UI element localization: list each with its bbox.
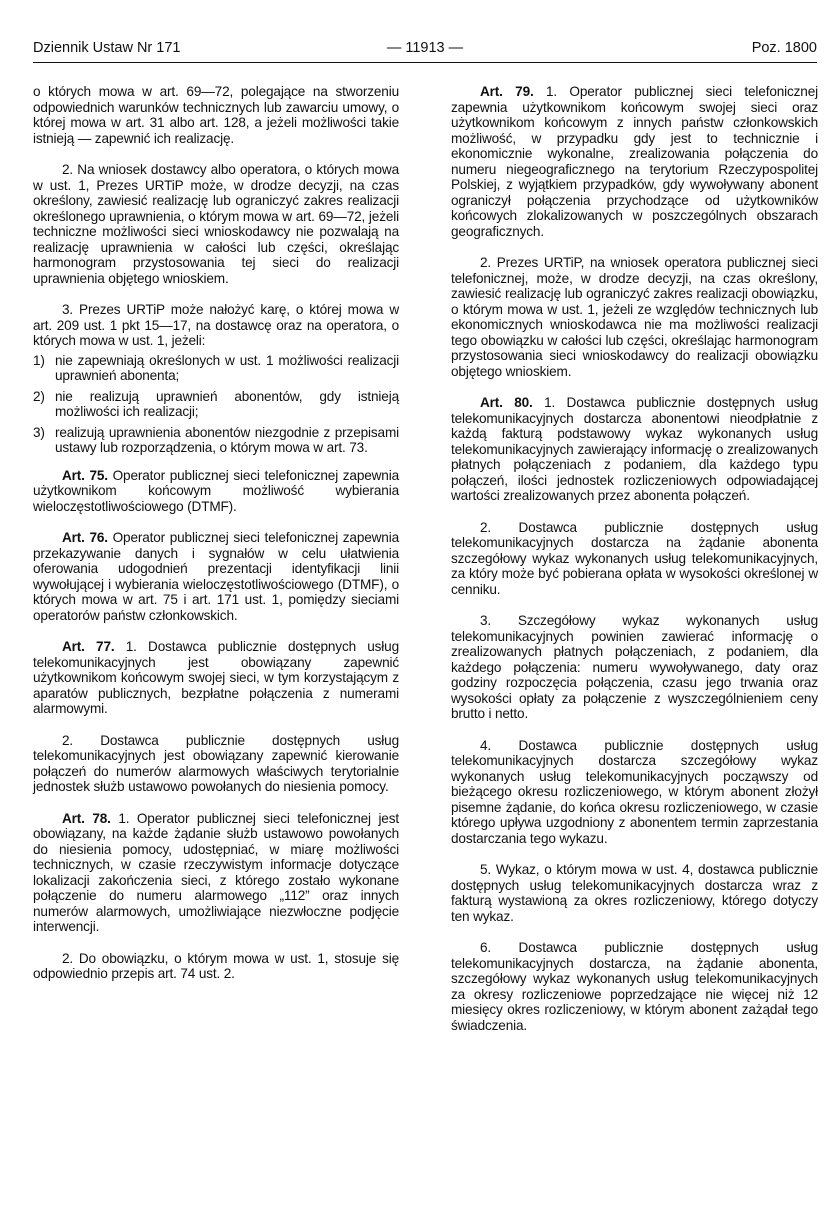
article-text: 1. Operator publicznej sieci telefonicznej zapewnia użytkownikom końcowym swojej sieci oraz użytkownikom końcowym z innych państw członkowskich możliwość, w przypadku gdy jest to technicznie i ekonomicznie wykonalne, zrealizowania połączenia do numeru niegeograficznego na terytorium Rzeczypospolitej Polskiej, z wyjątkiem przypadków, gdy wywoływany abonent ograniczył połączenia przychodzące od użytkowników końcowych zlokalizowanych w poszczególnych obszarach geograficznych.: [451, 84, 818, 239]
article-text: 1. Operator publicznej sieci telefonicznej jest obowiązany, na każde żądanie służb ustawowo powołanych do niesienia pomocy, udostępniać, w miarę możliwości technicznych, w czasie rzeczywistym informacje dotyczące lokalizacji zakończenia sieci, z którego zostało wykonane połączenie do numeru alarmowego „112” oraz innych numerów alarmowych, umożliwiające niezwłoczne podjęcie interwencji.: [33, 810, 399, 934]
paragraph-art80-ust4: 4. Dostawca publicznie dostępnych usług telekomunikacyjnych dostarcza szczegółowy wykaz wykonanych usług telekomunikacyjnych począwszy od bieżącego okresu rozliczeniowego, w którym abonent złożył pisemne żądanie, do końca okresu rozliczeniowego, w czasie którego upływa uzgodniony z abonentem termin zaprzestania dostarczania tego wykazu.: [451, 737, 818, 846]
article-label: Art. 76.: [62, 530, 108, 545]
article-80: [451, 395, 818, 504]
paragraph-art80-ust3: 3. Szczegółowy wykaz wykonanych usług telekomunikacyjnych powinien zawierać informację o zrealizowanych płatnych połączeniach, z podaniem, dla każdego połączenia: numeru wywoływanego, daty oraz godziny rozpoczęcia połączenia, czasu jego trwania oraz wysokości opłaty za połączenie z wyszczególnieniem ceny brutto i netto.: [451, 613, 818, 721]
article-77: [33, 639, 399, 717]
paragraph-art80-ust2: 2. Dostawca publicznie dostępnych usług telekomunikacyjnych dostarcza na żądanie abonenta szczegółowy wykaz wykonanych usług telekomunikacyjnych, za który może być pobierana opłata w wysokości określonej w cenniku.: [451, 519, 818, 597]
right-column: [451, 84, 818, 1049]
left-column: [33, 84, 399, 998]
page-number: — 11913 —: [386, 40, 464, 56]
article-text: Operator publicznej sieci telefonicznej zapewnia przekazywanie danych i sygnałów w celu ułatwienia oferowania udogodnień prezentacji identyfikacji linii wywołującej i wybierania wieloczęstotliwościowego (DTMF), o których mowa w art. 75 i art. 171 ust. 1, pomiędzy sieciami operatorów państw członkowskich.: [33, 530, 399, 623]
article-text: 1. Dostawca publicznie dostępnych usług telekomunikacyjnych dostarcza abonentowi nieodpłatnie z każdą fakturą podstawowy wykaz wykonanych usług telekomunikacyjnych zawierający informację o zrealizowanych płatnych połączeniach z podaniem, dla każdego typu połączeń, ilości jednostek rozliczeniowych odpowiadającej wartości zrealizowanych przez abonenta połączeń.: [451, 395, 818, 503]
paragraph-art74-ust2: 2. Na wniosek dostawcy albo operatora, o których mowa w ust. 1, Prezes URTiP może, w drodze decyzji, na czas określony, zawiesić realizację lub ograniczyć zakres realizacji określonego uprawnienia, o którym mowa w art. 69—72, jeżeli techniczne możliwości sieci wnioskodawcy nie pozwalają na realizację uprawnienia w całości lub części, określając harmonogram przystosowania tej sieci do realizacji uprawnienia objętego wnioskiem.: [33, 162, 399, 286]
paragraph-art80-ust6: 6. Dostawca publicznie dostępnych usług telekomunikacyjnych dostarcza, na żądanie abonenta, szczegółowy wykaz wykonanych usług telekomunikacyjnych za okresy rozliczeniowe poprzedzające nie więcej niż 12 miesięcy okres rozliczeniowy, w którym abonent zażądał tego świadczenia.: [451, 940, 818, 1033]
page-header: [33, 40, 817, 62]
list-item: [33, 353, 399, 384]
list-item: [33, 425, 399, 456]
article-76: [33, 530, 399, 623]
list-item-number: 2): [33, 388, 45, 404]
article-label: Art. 75.: [62, 467, 108, 483]
list-item: [33, 389, 399, 420]
penalty-conditions-list: [33, 353, 399, 456]
article-text: 1. Dostawca publicznie dostępnych usług telekomunikacyjnych jest obowiązany zapewnić użytkownikom końcowym swojej sieci, w tym korzystającym z aparatów publicznych, bezpłatne połączenia z numerami alarmowymi.: [33, 639, 400, 716]
paragraph-art77-ust2: 2. Dostawca publicznie dostępnych usług telekomunikacyjnych jest obowiązany zapewnić kierowanie połączeń do numerów alarmowych właściwych terytorialnie jednostek służb ustawowo powołanych do niesienia pomocy.: [33, 732, 399, 794]
paragraph-art79-ust2: 2. Prezes URTiP, na wniosek operatora publicznej sieci telefonicznej, może, w drodze decyzji, na czas określony, zawiesić realizację lub ograniczyć zakres realizacji obowiązku, o którym mowa w ust. 1, jeżeli ze względów technicznych lub ekonomicznych wnioskodawca nie ma możliwości realizacji tego obowiązku w całości lub części, określając harmonogram przystosowania sieci wnioskodawcy do realizacji obowiązku objętego wnioskiem.: [451, 255, 818, 379]
article-label: Art. 77.: [62, 639, 115, 654]
list-item-number: 1): [33, 352, 45, 368]
article-label: Art. 79.: [480, 84, 534, 99]
article-75: [33, 468, 399, 515]
article-label: Art. 78.: [62, 810, 111, 826]
paragraph-art78-ust2: 2. Do obowiązku, o którym mowa w ust. 1, stosuje się odpowiednio przepis art. 74 ust. 2.: [33, 950, 399, 981]
list-item-number: 3): [33, 424, 45, 440]
article-78: [33, 811, 399, 935]
article-79: [451, 84, 818, 239]
paragraph-continuation: o których mowa w art. 69—72, polegające na stworzeniu odpowiednich warunków technicznych lub zawarciu umowy, o której mowa w art. 31 albo art. 128, a jeżeli możliwości takie istnieją — zapewnić ich realizację.: [33, 84, 399, 146]
journal-title: Dziennik Ustaw Nr 171: [33, 40, 181, 56]
paragraph-art80-ust5: 5. Wykaz, o którym mowa w ust. 4, dostawca publicznie dostępnych usług telekomunikacyjnych dostarcza wraz z fakturą wystawioną za okres rozliczeniowy, którego dotyczy ten wykaz.: [451, 862, 818, 924]
list-item-text: realizują uprawnienia abonentów niezgodnie z przepisami ustawy lub rozporządzenia, o którym mowa w art. 73.: [55, 424, 399, 455]
article-label: Art. 80.: [480, 395, 533, 410]
article-text: Operator publicznej sieci telefonicznej zapewnia użytkownikom końcowym możliwość wybierania wieloczęstotliwościowego (DTMF).: [33, 467, 399, 514]
paragraph-art74-ust3: 3. Prezes URTiP może nałożyć karę, o której mowa w art. 209 ust. 1 pkt 15—17, na dostawcę oraz na operatora, o których mowa w ust. 1, jeżeli:: [33, 302, 399, 348]
list-item-text: nie zapewniają określonych w ust. 1 możliwości realizacji uprawnień abonenta;: [55, 352, 399, 383]
list-item-text: nie realizują uprawnień abonentów, gdy istnieją możliwości ich realizacji;: [55, 388, 399, 419]
position-number: Poz. 1800: [751, 40, 817, 56]
header-rule: [33, 62, 817, 63]
